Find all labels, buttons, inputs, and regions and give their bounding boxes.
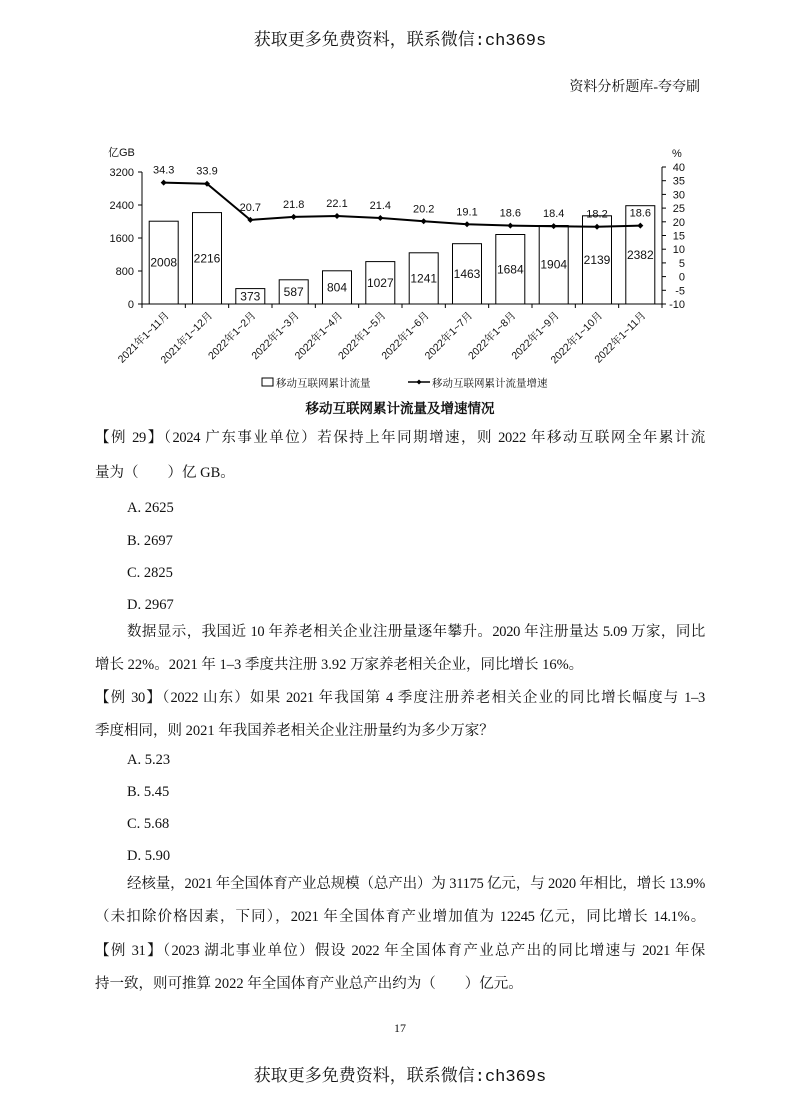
growth-point-label: 18.6	[499, 207, 522, 220]
x-tick-label: 2022年1~9月	[509, 309, 562, 363]
x-tick-label: 2022年1~4月	[292, 309, 346, 363]
growth-line	[164, 183, 641, 227]
q30-option-c: C. 5.68	[127, 816, 170, 832]
q30-stem-line-2: 季度相同，则 2021 年我国养老相关企业注册量约为多少万家？	[95, 723, 494, 739]
growth-point-label: 18.4	[542, 208, 565, 221]
growth-point	[291, 214, 297, 220]
growth-point-label: 18.2	[586, 208, 608, 221]
x-tick-label: 2022年1~2月	[205, 309, 259, 363]
growth-point-label: 21.4	[369, 200, 392, 212]
y2-tick-label: 35	[672, 175, 685, 188]
y2-tick-label: 10	[672, 244, 685, 257]
y2-tick-label: 20	[672, 216, 685, 229]
growth-point-label: 33.9	[196, 165, 218, 178]
chart-labels	[110, 162, 685, 366]
left-axis-title: 亿GB	[108, 147, 135, 159]
material-3-line-1: 经核量，2021 年全国体育产业总规模（总产出）为 31175 亿元，与 2020 年相比，增长 13.9%	[127, 876, 705, 892]
y2-tick-label: 40	[672, 162, 685, 174]
flow-bar-label: 804	[326, 280, 348, 295]
growth-point	[161, 180, 167, 186]
growth-point-label: 21.8	[282, 198, 305, 211]
x-tick-label: 2022年1~11月	[592, 309, 649, 366]
right-axis-title: %	[672, 148, 682, 160]
x-tick-label: 2022年1~7月	[422, 309, 476, 363]
q30-option-b: B. 5.45	[127, 784, 170, 800]
x-tick-label: 2022年1~6月	[379, 309, 432, 363]
flow-bar-label: 1241	[410, 271, 438, 286]
material-3-line-2: （未扣除价格因素，下同），2021 年全国体育产业增加值为 12245 亿元，同比增长 14.1%。	[95, 909, 705, 925]
chart-title: 移动互联网累计流量及增速情况	[305, 401, 495, 416]
q30-option-d: D. 5.90	[127, 848, 171, 864]
y2-tick-label: 0	[678, 271, 685, 284]
growth-point-label: 19.1	[456, 206, 478, 219]
y-tick-label: 2400	[109, 200, 134, 212]
growth-point-label: 20.2	[412, 203, 435, 216]
y-tick-label: 0	[127, 299, 134, 311]
flow-bar-label: 1463	[453, 266, 481, 281]
flow-bar-label: 1027	[366, 275, 394, 290]
x-tick-label: 2022年1~5月	[335, 309, 389, 363]
legend-bar-label: 移动互联网累计流量	[276, 377, 371, 390]
flow-bar-label: 1684	[496, 262, 524, 277]
footer-promo: 获取更多免费资料，联系微信:ch369s	[253, 1068, 547, 1087]
flow-bar-label: 2216	[193, 251, 221, 266]
q29-stem-line-2: 量为（ ）亿 GB。	[95, 465, 235, 481]
page-number: 17	[394, 1021, 406, 1035]
q29-option-a: A. 2625	[127, 500, 174, 516]
y2-tick-label: 5	[678, 257, 685, 270]
material-2-line-1: 数据显示，我国近 10 年养老相关企业注册量逐年攀升。2020 年注册量达 5.09 万家，同比	[127, 624, 705, 640]
flow-bar-label: 2382	[626, 247, 654, 262]
y-tick-label: 3200	[109, 167, 134, 179]
x-tick-label: 2021年1~11月	[115, 309, 172, 366]
growth-point	[464, 221, 470, 227]
q30-stem-line-1: 【例 30】（2022 山东）如果 2021 年我国第 4 季度注册养老相关企业的同比增长幅度与 1–3	[95, 690, 705, 706]
growth-point-label: 20.7	[239, 201, 262, 214]
x-tick-label: 2022年1~10月	[548, 309, 606, 367]
flow-bar-label: 373	[240, 289, 261, 304]
y2-tick-label: 25	[672, 203, 685, 216]
legend-bar-swatch	[262, 378, 273, 386]
q30-option-a: A. 5.23	[127, 752, 171, 768]
growth-point-label: 34.3	[152, 164, 175, 177]
legend-line-marker	[417, 380, 422, 385]
flow-bar-label: 2008	[150, 255, 178, 270]
q29-option-d: D. 2967	[127, 597, 174, 613]
growth-point-label: 18.6	[629, 207, 652, 220]
x-tick-label: 2022年1~8月	[465, 309, 519, 363]
growth-point	[334, 213, 340, 219]
q31-stem-line-1: 【例 31】（2023 湖北事业单位）假设 2022 年全国体育产业总产出的同比增速与 2021 年保	[95, 943, 705, 959]
growth-point-label: 22.1	[326, 198, 348, 210]
q29-stem-line-1: 【例 29】（2024 广东事业单位）若保持上年同期增速，则 2022 年移动互联网全年累计流	[95, 430, 705, 446]
growth-point	[507, 223, 513, 229]
y2-tick-label: -10	[669, 299, 685, 311]
q29-option-c: C. 2825	[127, 565, 173, 581]
growth-point	[377, 215, 383, 221]
flow-bar-label: 587	[283, 284, 304, 299]
y2-tick-label: -5	[675, 285, 685, 298]
growth-point	[421, 218, 427, 224]
x-tick-label: 2021年1~12月	[158, 309, 216, 367]
legend-line-label: 移动互联网累计流量增速	[432, 377, 548, 390]
q29-option-b: B. 2697	[127, 533, 173, 549]
chart-legend	[262, 377, 548, 390]
traffic-chart	[0, 140, 800, 400]
material-2-line-2: 增长 22%。2021 年 1–3 季度共注册 3.92 万家养老相关企业，同比增长 16%。	[95, 657, 584, 673]
flow-bar-label: 2139	[583, 252, 611, 267]
growth-series	[161, 180, 644, 230]
x-tick-label: 2022年1~3月	[249, 309, 302, 363]
q31-stem-line-2: 持一致，则可推算 2022 年全国体育产业总产出约为（ ）亿元。	[95, 976, 523, 992]
y-tick-label: 800	[115, 266, 134, 278]
y-tick-label: 1600	[109, 233, 134, 245]
y2-tick-label: 15	[672, 230, 685, 243]
section-title: 资料分析题库-夸夸刷	[569, 80, 700, 95]
flow-bar-label: 1904	[540, 257, 568, 272]
y2-tick-label: 30	[672, 189, 685, 202]
header-promo: 获取更多免费资料，联系微信:ch369s	[253, 32, 547, 51]
